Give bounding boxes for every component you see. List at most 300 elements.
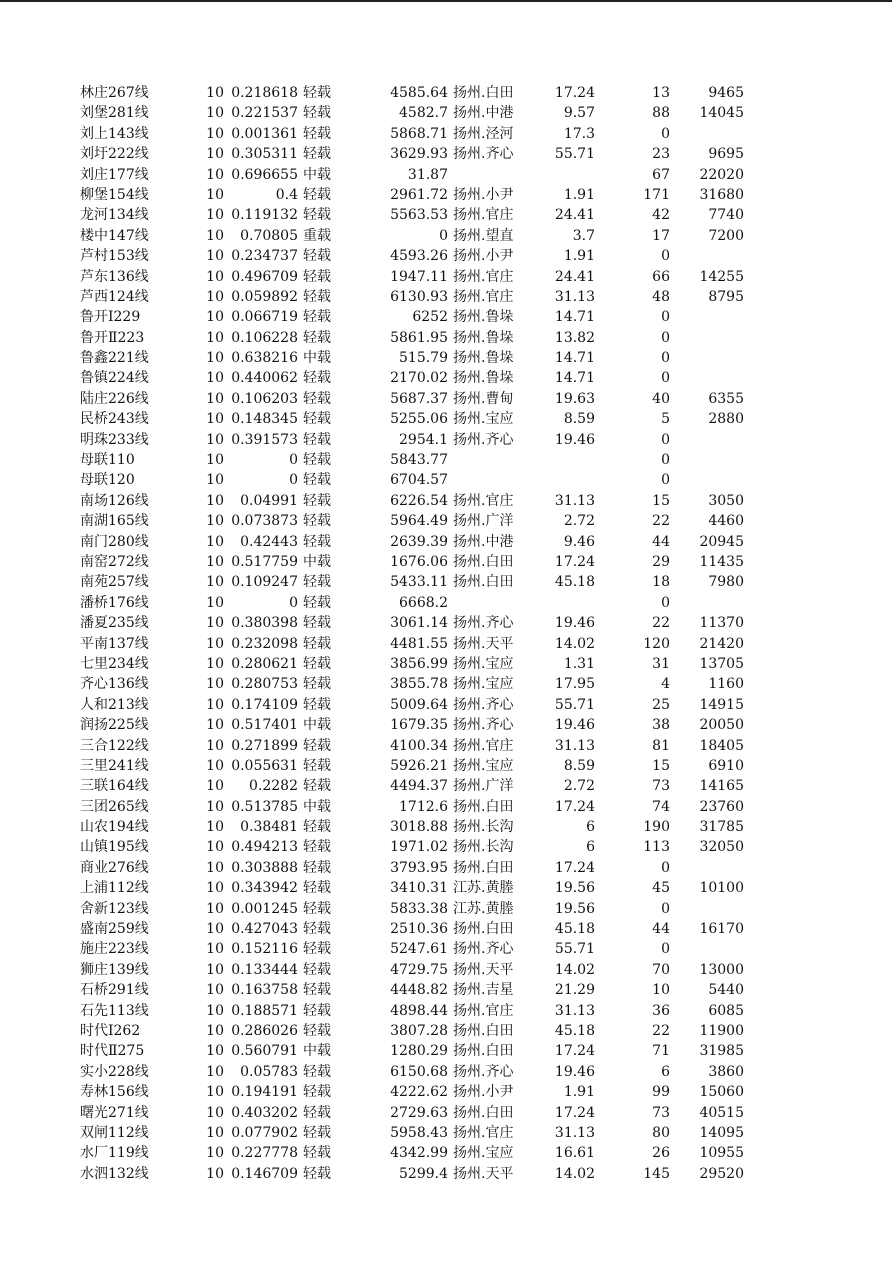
voltage-cell: 10 — [206, 268, 224, 285]
load-rate-cell: 0.513785 — [231, 798, 298, 815]
count-cell: 25 — [652, 696, 670, 713]
table-row — [0, 287, 892, 307]
load-status-cell: 轻载 — [303, 513, 331, 530]
capacity-cell: 5687.37 — [390, 390, 448, 407]
capacity-cell: 515.79 — [399, 350, 448, 367]
voltage-cell: 10 — [206, 207, 224, 224]
count-cell: 13 — [652, 85, 670, 101]
count-cell: 15 — [652, 757, 670, 774]
capacity-cell: 5433.11 — [390, 574, 448, 591]
kva-cell: 3860 — [708, 1063, 744, 1080]
load-status-cell: 轻载 — [303, 1084, 331, 1101]
table-row — [0, 1001, 892, 1021]
voltage-cell: 10 — [206, 431, 224, 448]
table-row — [0, 246, 892, 266]
line-name-cell: 林庄267线 — [80, 85, 149, 101]
substation-cell: 扬州.宝应 — [453, 757, 514, 774]
load-rate-cell: 0.517401 — [231, 717, 298, 734]
table-row — [0, 328, 892, 348]
voltage-cell: 10 — [206, 1165, 224, 1182]
capacity-cell: 4448.82 — [390, 982, 448, 999]
capacity-cell: 5926.21 — [390, 757, 448, 774]
count-cell: 17 — [652, 227, 670, 244]
substation-cell: 扬州.齐心 — [453, 431, 514, 448]
voltage-cell: 10 — [206, 288, 224, 305]
substation-cell: 扬州.官庄 — [453, 207, 514, 224]
voltage-cell: 10 — [206, 513, 224, 530]
voltage-cell: 10 — [206, 1022, 224, 1039]
load-status-cell: 轻载 — [303, 594, 331, 611]
voltage-cell: 10 — [206, 594, 224, 611]
substation-cell: 扬州.白田 — [453, 574, 514, 591]
line-name-cell: 南门280线 — [80, 533, 149, 550]
count-cell: 44 — [652, 921, 670, 938]
capacity-cell: 2954.1 — [399, 431, 448, 448]
capacity-cell: 5964.49 — [390, 513, 448, 530]
line-name-cell: 山农194线 — [80, 819, 149, 836]
load-rate-cell: 0.38481 — [240, 819, 298, 836]
substation-cell: 扬州.长沟 — [453, 819, 514, 836]
voltage-cell: 10 — [206, 411, 224, 428]
table-row — [0, 960, 892, 980]
load-rate-cell: 0.218618 — [231, 85, 298, 101]
load-rate-cell: 0.560791 — [231, 1043, 298, 1060]
load-status-cell: 轻载 — [303, 615, 331, 632]
substation-cell: 扬州.白田 — [453, 1104, 514, 1121]
substation-cell: 扬州.广洋 — [453, 778, 514, 795]
substation-cell: 扬州.白田 — [453, 859, 514, 876]
substation-cell: 扬州.官庄 — [453, 268, 514, 285]
load-status-cell: 轻载 — [303, 452, 331, 469]
load-status-cell: 轻载 — [303, 1124, 331, 1141]
table-row — [0, 532, 892, 552]
load-status-cell: 中载 — [303, 166, 331, 183]
kva-cell: 23760 — [699, 798, 744, 815]
load-status-cell: 轻载 — [303, 207, 331, 224]
load-rate-cell: 0.133444 — [231, 961, 298, 978]
count-cell: 22 — [652, 1022, 670, 1039]
kva-cell: 16170 — [699, 921, 744, 938]
voltage-cell: 10 — [206, 961, 224, 978]
line-name-cell: 盛南259线 — [80, 921, 149, 938]
count-cell: 0 — [661, 594, 670, 611]
capacity-cell: 3855.78 — [390, 676, 448, 693]
substation-cell: 扬州.齐心 — [453, 1063, 514, 1080]
load-status-cell: 轻载 — [303, 921, 331, 938]
count-cell: 42 — [652, 207, 670, 224]
line-name-cell: 上浦112线 — [80, 880, 149, 897]
capacity-cell: 2961.72 — [390, 186, 448, 203]
count-cell: 15 — [652, 492, 670, 509]
table-row — [0, 307, 892, 327]
substation-cell: 江苏.黄塍 — [453, 880, 514, 897]
load-rate-cell: 0.077902 — [231, 1124, 298, 1141]
voltage-cell: 10 — [206, 370, 224, 387]
voltage-cell: 10 — [206, 635, 224, 652]
table-row — [0, 634, 892, 654]
table-row — [0, 1164, 892, 1184]
substation-cell: 扬州.天平 — [453, 635, 514, 652]
load-status-cell: 轻载 — [303, 737, 331, 754]
kva-cell: 15060 — [699, 1084, 744, 1101]
kva-cell: 20945 — [699, 533, 744, 550]
capacity-cell: 2510.36 — [390, 921, 448, 938]
kva-cell: 13705 — [699, 655, 744, 672]
table-row — [0, 1041, 892, 1061]
voltage-cell: 10 — [206, 655, 224, 672]
load-rate-cell: 0.440062 — [231, 370, 298, 387]
length-cell: 17.3 — [563, 125, 595, 142]
length-cell: 14.71 — [554, 309, 595, 326]
capacity-cell: 3793.95 — [390, 859, 448, 876]
page-top-border — [0, 0, 892, 2]
voltage-cell: 10 — [206, 1145, 224, 1162]
substation-cell: 扬州.中港 — [453, 533, 514, 550]
length-cell: 45.18 — [554, 1022, 595, 1039]
substation-cell: 扬州.长沟 — [453, 839, 514, 856]
line-name-cell: 南窑272线 — [80, 553, 149, 570]
length-cell: 17.24 — [554, 1043, 595, 1060]
voltage-cell: 10 — [206, 900, 224, 917]
line-name-cell: 刘堡281线 — [80, 105, 149, 122]
voltage-cell: 10 — [206, 819, 224, 836]
substation-cell: 扬州.齐心 — [453, 941, 514, 958]
voltage-cell: 10 — [206, 146, 224, 163]
count-cell: 190 — [643, 819, 670, 836]
load-status-cell: 轻载 — [303, 635, 331, 652]
table-row — [0, 470, 892, 490]
line-name-cell: 南湖165线 — [80, 513, 149, 530]
kva-cell: 9465 — [708, 85, 744, 101]
line-name-cell: 时代Ⅱ275 — [80, 1043, 145, 1060]
table-row — [0, 1021, 892, 1041]
length-cell: 1.91 — [563, 1084, 595, 1101]
count-cell: 6 — [661, 1063, 670, 1080]
capacity-cell: 4481.55 — [390, 635, 448, 652]
substation-cell: 扬州.天平 — [453, 961, 514, 978]
table-row — [0, 858, 892, 878]
load-rate-cell: 0.163758 — [231, 982, 298, 999]
voltage-cell: 10 — [206, 390, 224, 407]
capacity-cell: 5861.95 — [390, 329, 448, 346]
length-cell: 13.82 — [554, 329, 595, 346]
voltage-cell: 10 — [206, 982, 224, 999]
line-name-cell: 石桥291线 — [80, 982, 149, 999]
capacity-cell: 1676.06 — [390, 553, 448, 570]
count-cell: 29 — [652, 553, 670, 570]
capacity-cell: 5868.71 — [390, 125, 448, 142]
length-cell: 1.91 — [563, 186, 595, 203]
count-cell: 44 — [652, 533, 670, 550]
substation-cell: 江苏.黄塍 — [453, 900, 514, 917]
load-rate-cell: 0 — [289, 594, 298, 611]
table-row — [0, 144, 892, 164]
count-cell: 26 — [652, 1145, 670, 1162]
count-cell: 70 — [652, 961, 670, 978]
capacity-cell: 4898.44 — [390, 1002, 448, 1019]
length-cell: 31.13 — [554, 1002, 595, 1019]
load-rate-cell: 0.073873 — [231, 513, 298, 530]
count-cell: 0 — [661, 370, 670, 387]
kva-cell: 40515 — [699, 1104, 744, 1121]
capacity-cell: 1712.6 — [399, 798, 448, 815]
voltage-cell: 10 — [206, 798, 224, 815]
load-status-cell: 轻载 — [303, 819, 331, 836]
length-cell: 14.71 — [554, 370, 595, 387]
voltage-cell: 10 — [206, 492, 224, 509]
substation-cell: 扬州.白田 — [453, 1043, 514, 1060]
table-row — [0, 939, 892, 959]
substation-cell: 扬州.中港 — [453, 105, 514, 122]
line-name-cell: 潘夏235线 — [80, 615, 149, 632]
length-cell: 19.46 — [554, 431, 595, 448]
load-status-cell: 轻载 — [303, 125, 331, 142]
count-cell: 0 — [661, 472, 670, 489]
count-cell: 38 — [652, 717, 670, 734]
count-cell: 45 — [652, 880, 670, 897]
load-rate-cell: 0.496709 — [231, 268, 298, 285]
kva-cell: 6355 — [708, 390, 744, 407]
substation-cell: 扬州.泾河 — [453, 125, 514, 142]
load-rate-cell: 0.234737 — [231, 248, 298, 265]
line-name-cell: 寿林156线 — [80, 1084, 149, 1101]
count-cell: 48 — [652, 288, 670, 305]
load-status-cell: 轻载 — [303, 533, 331, 550]
substation-cell: 扬州.白田 — [453, 798, 514, 815]
capacity-cell: 5255.06 — [390, 411, 448, 428]
length-cell: 31.13 — [554, 737, 595, 754]
substation-cell: 扬州.曹甸 — [453, 390, 514, 407]
load-rate-cell: 0.280753 — [231, 676, 298, 693]
count-cell: 10 — [652, 982, 670, 999]
table-row — [0, 817, 892, 837]
load-rate-cell: 0.194191 — [231, 1084, 298, 1101]
length-cell: 17.95 — [554, 676, 595, 693]
line-name-cell: 水厂119线 — [80, 1145, 149, 1162]
substation-cell: 扬州.官庄 — [453, 1002, 514, 1019]
count-cell: 18 — [652, 574, 670, 591]
substation-cell: 扬州.宝应 — [453, 1145, 514, 1162]
load-rate-cell: 0.343942 — [231, 880, 298, 897]
length-cell: 17.24 — [554, 1104, 595, 1121]
voltage-cell: 10 — [206, 166, 224, 183]
load-status-cell: 轻载 — [303, 1165, 331, 1182]
count-cell: 171 — [643, 186, 670, 203]
kva-cell: 4460 — [708, 513, 744, 530]
line-name-cell: 刘圩222线 — [80, 146, 149, 163]
voltage-cell: 10 — [206, 859, 224, 876]
voltage-cell: 10 — [206, 941, 224, 958]
load-status-cell: 轻载 — [303, 1063, 331, 1080]
count-cell: 31 — [652, 655, 670, 672]
table-row — [0, 613, 892, 633]
length-cell: 14.71 — [554, 350, 595, 367]
count-cell: 88 — [652, 105, 670, 122]
load-rate-cell: 0.494213 — [231, 839, 298, 856]
count-cell: 0 — [661, 452, 670, 469]
length-cell: 1.31 — [563, 655, 595, 672]
line-name-cell: 民桥243线 — [80, 411, 149, 428]
voltage-cell: 10 — [206, 350, 224, 367]
load-status-cell: 轻载 — [303, 370, 331, 387]
voltage-cell: 10 — [206, 615, 224, 632]
load-rate-cell: 0.391573 — [231, 431, 298, 448]
capacity-cell: 3629.93 — [390, 146, 448, 163]
capacity-cell: 2729.63 — [390, 1104, 448, 1121]
load-status-cell: 重载 — [303, 227, 331, 244]
line-name-cell: 潘桥176线 — [80, 594, 149, 611]
load-rate-cell: 0 — [289, 452, 298, 469]
load-status-cell: 轻载 — [303, 248, 331, 265]
kva-cell: 3050 — [708, 492, 744, 509]
load-rate-cell: 0.059892 — [231, 288, 298, 305]
load-status-cell: 轻载 — [303, 696, 331, 713]
load-rate-cell: 0.303888 — [231, 859, 298, 876]
voltage-cell: 10 — [206, 1124, 224, 1141]
voltage-cell: 10 — [206, 737, 224, 754]
line-name-cell: 施庄223线 — [80, 941, 149, 958]
line-name-cell: 南场126线 — [80, 492, 149, 509]
capacity-cell: 4729.75 — [390, 961, 448, 978]
substation-cell: 扬州.鲁垛 — [453, 370, 514, 387]
line-name-cell: 刘庄177线 — [80, 166, 149, 183]
line-name-cell: 鲁鑫221线 — [80, 350, 149, 367]
kva-cell: 10955 — [699, 1145, 744, 1162]
load-rate-cell: 0.4 — [275, 186, 298, 203]
capacity-cell: 2639.39 — [390, 533, 448, 550]
load-rate-cell: 0.380398 — [231, 615, 298, 632]
count-cell: 0 — [661, 431, 670, 448]
substation-cell: 扬州.白田 — [453, 553, 514, 570]
length-cell: 3.7 — [572, 227, 595, 244]
table-row — [0, 389, 892, 409]
kva-cell: 21420 — [699, 635, 744, 652]
capacity-cell: 6130.93 — [390, 288, 448, 305]
load-rate-cell: 0.42443 — [240, 533, 298, 550]
table-row — [0, 797, 892, 817]
capacity-cell: 6226.54 — [390, 492, 448, 509]
kva-cell: 11435 — [699, 553, 744, 570]
table-row — [0, 430, 892, 450]
load-status-cell: 轻载 — [303, 288, 331, 305]
count-cell: 0 — [661, 125, 670, 142]
spreadsheet-table — [0, 83, 892, 1184]
length-cell: 17.24 — [554, 798, 595, 815]
load-status-cell: 轻载 — [303, 1145, 331, 1162]
length-cell: 31.13 — [554, 288, 595, 305]
length-cell: 55.71 — [554, 146, 595, 163]
length-cell: 6 — [586, 819, 595, 836]
kva-cell: 31985 — [699, 1043, 744, 1060]
capacity-cell: 3807.28 — [390, 1022, 448, 1039]
voltage-cell: 10 — [206, 227, 224, 244]
load-status-cell: 轻载 — [303, 880, 331, 897]
kva-cell: 7200 — [708, 227, 744, 244]
voltage-cell: 10 — [206, 533, 224, 550]
line-name-cell: 曙光271线 — [80, 1104, 149, 1121]
load-rate-cell: 0.05783 — [240, 1063, 298, 1080]
load-status-cell: 轻载 — [303, 839, 331, 856]
line-name-cell: 润扬225线 — [80, 717, 149, 734]
count-cell: 74 — [652, 798, 670, 815]
table-row — [0, 511, 892, 531]
capacity-cell: 5009.64 — [390, 696, 448, 713]
load-status-cell: 轻载 — [303, 941, 331, 958]
voltage-cell: 10 — [206, 1084, 224, 1101]
length-cell: 1.91 — [563, 248, 595, 265]
count-cell: 5 — [661, 411, 670, 428]
count-cell: 120 — [643, 635, 670, 652]
length-cell: 19.46 — [554, 717, 595, 734]
load-rate-cell: 0.403202 — [231, 1104, 298, 1121]
line-name-cell: 母联120 — [80, 472, 135, 489]
length-cell: 31.13 — [554, 1124, 595, 1141]
line-name-cell: 南苑257线 — [80, 574, 149, 591]
count-cell: 99 — [652, 1084, 670, 1101]
substation-cell: 扬州.官庄 — [453, 492, 514, 509]
load-status-cell: 轻载 — [303, 778, 331, 795]
voltage-cell: 10 — [206, 329, 224, 346]
load-rate-cell: 0.427043 — [231, 921, 298, 938]
substation-cell: 扬州.白田 — [453, 921, 514, 938]
load-status-cell: 轻载 — [303, 1022, 331, 1039]
capacity-cell: 6704.57 — [390, 472, 448, 489]
line-name-cell: 陆庄226线 — [80, 390, 149, 407]
kva-cell: 31785 — [699, 819, 744, 836]
load-rate-cell: 0.638216 — [231, 350, 298, 367]
count-cell: 40 — [652, 390, 670, 407]
line-name-cell: 柳堡154线 — [80, 186, 149, 203]
substation-cell: 扬州.宝应 — [453, 676, 514, 693]
voltage-cell: 10 — [206, 105, 224, 122]
kva-cell: 13000 — [699, 961, 744, 978]
length-cell: 31.13 — [554, 492, 595, 509]
load-rate-cell: 0.106228 — [231, 329, 298, 346]
line-name-cell: 鲁开Ⅰ229 — [80, 309, 141, 326]
length-cell: 8.59 — [563, 757, 595, 774]
load-rate-cell: 0.2282 — [249, 778, 298, 795]
line-name-cell: 商业276线 — [80, 859, 149, 876]
substation-cell: 扬州.官庄 — [453, 737, 514, 754]
voltage-cell: 10 — [206, 921, 224, 938]
capacity-cell: 3018.88 — [390, 819, 448, 836]
kva-cell: 14915 — [699, 696, 744, 713]
load-status-cell: 轻载 — [303, 268, 331, 285]
table-row — [0, 205, 892, 225]
line-name-cell: 芦东136线 — [80, 268, 149, 285]
substation-cell: 扬州.天平 — [453, 1165, 514, 1182]
length-cell: 2.72 — [563, 778, 595, 795]
load-rate-cell: 0.148345 — [231, 411, 298, 428]
voltage-cell: 10 — [206, 553, 224, 570]
table-row — [0, 736, 892, 756]
substation-cell: 扬州.鲁垛 — [453, 329, 514, 346]
capacity-cell: 4494.37 — [390, 778, 448, 795]
substation-cell: 扬州.鲁垛 — [453, 309, 514, 326]
table-row — [0, 1082, 892, 1102]
length-cell: 9.46 — [563, 533, 595, 550]
load-rate-cell: 0.04991 — [240, 492, 298, 509]
line-name-cell: 人和213线 — [80, 696, 149, 713]
load-status-cell: 中载 — [303, 553, 331, 570]
line-name-cell: 三里241线 — [80, 757, 149, 774]
substation-cell: 扬州.宝应 — [453, 655, 514, 672]
kva-cell: 14095 — [699, 1124, 744, 1141]
line-name-cell: 七里234线 — [80, 655, 149, 672]
table-row — [0, 919, 892, 939]
load-rate-cell: 0.280621 — [231, 655, 298, 672]
length-cell: 45.18 — [554, 921, 595, 938]
